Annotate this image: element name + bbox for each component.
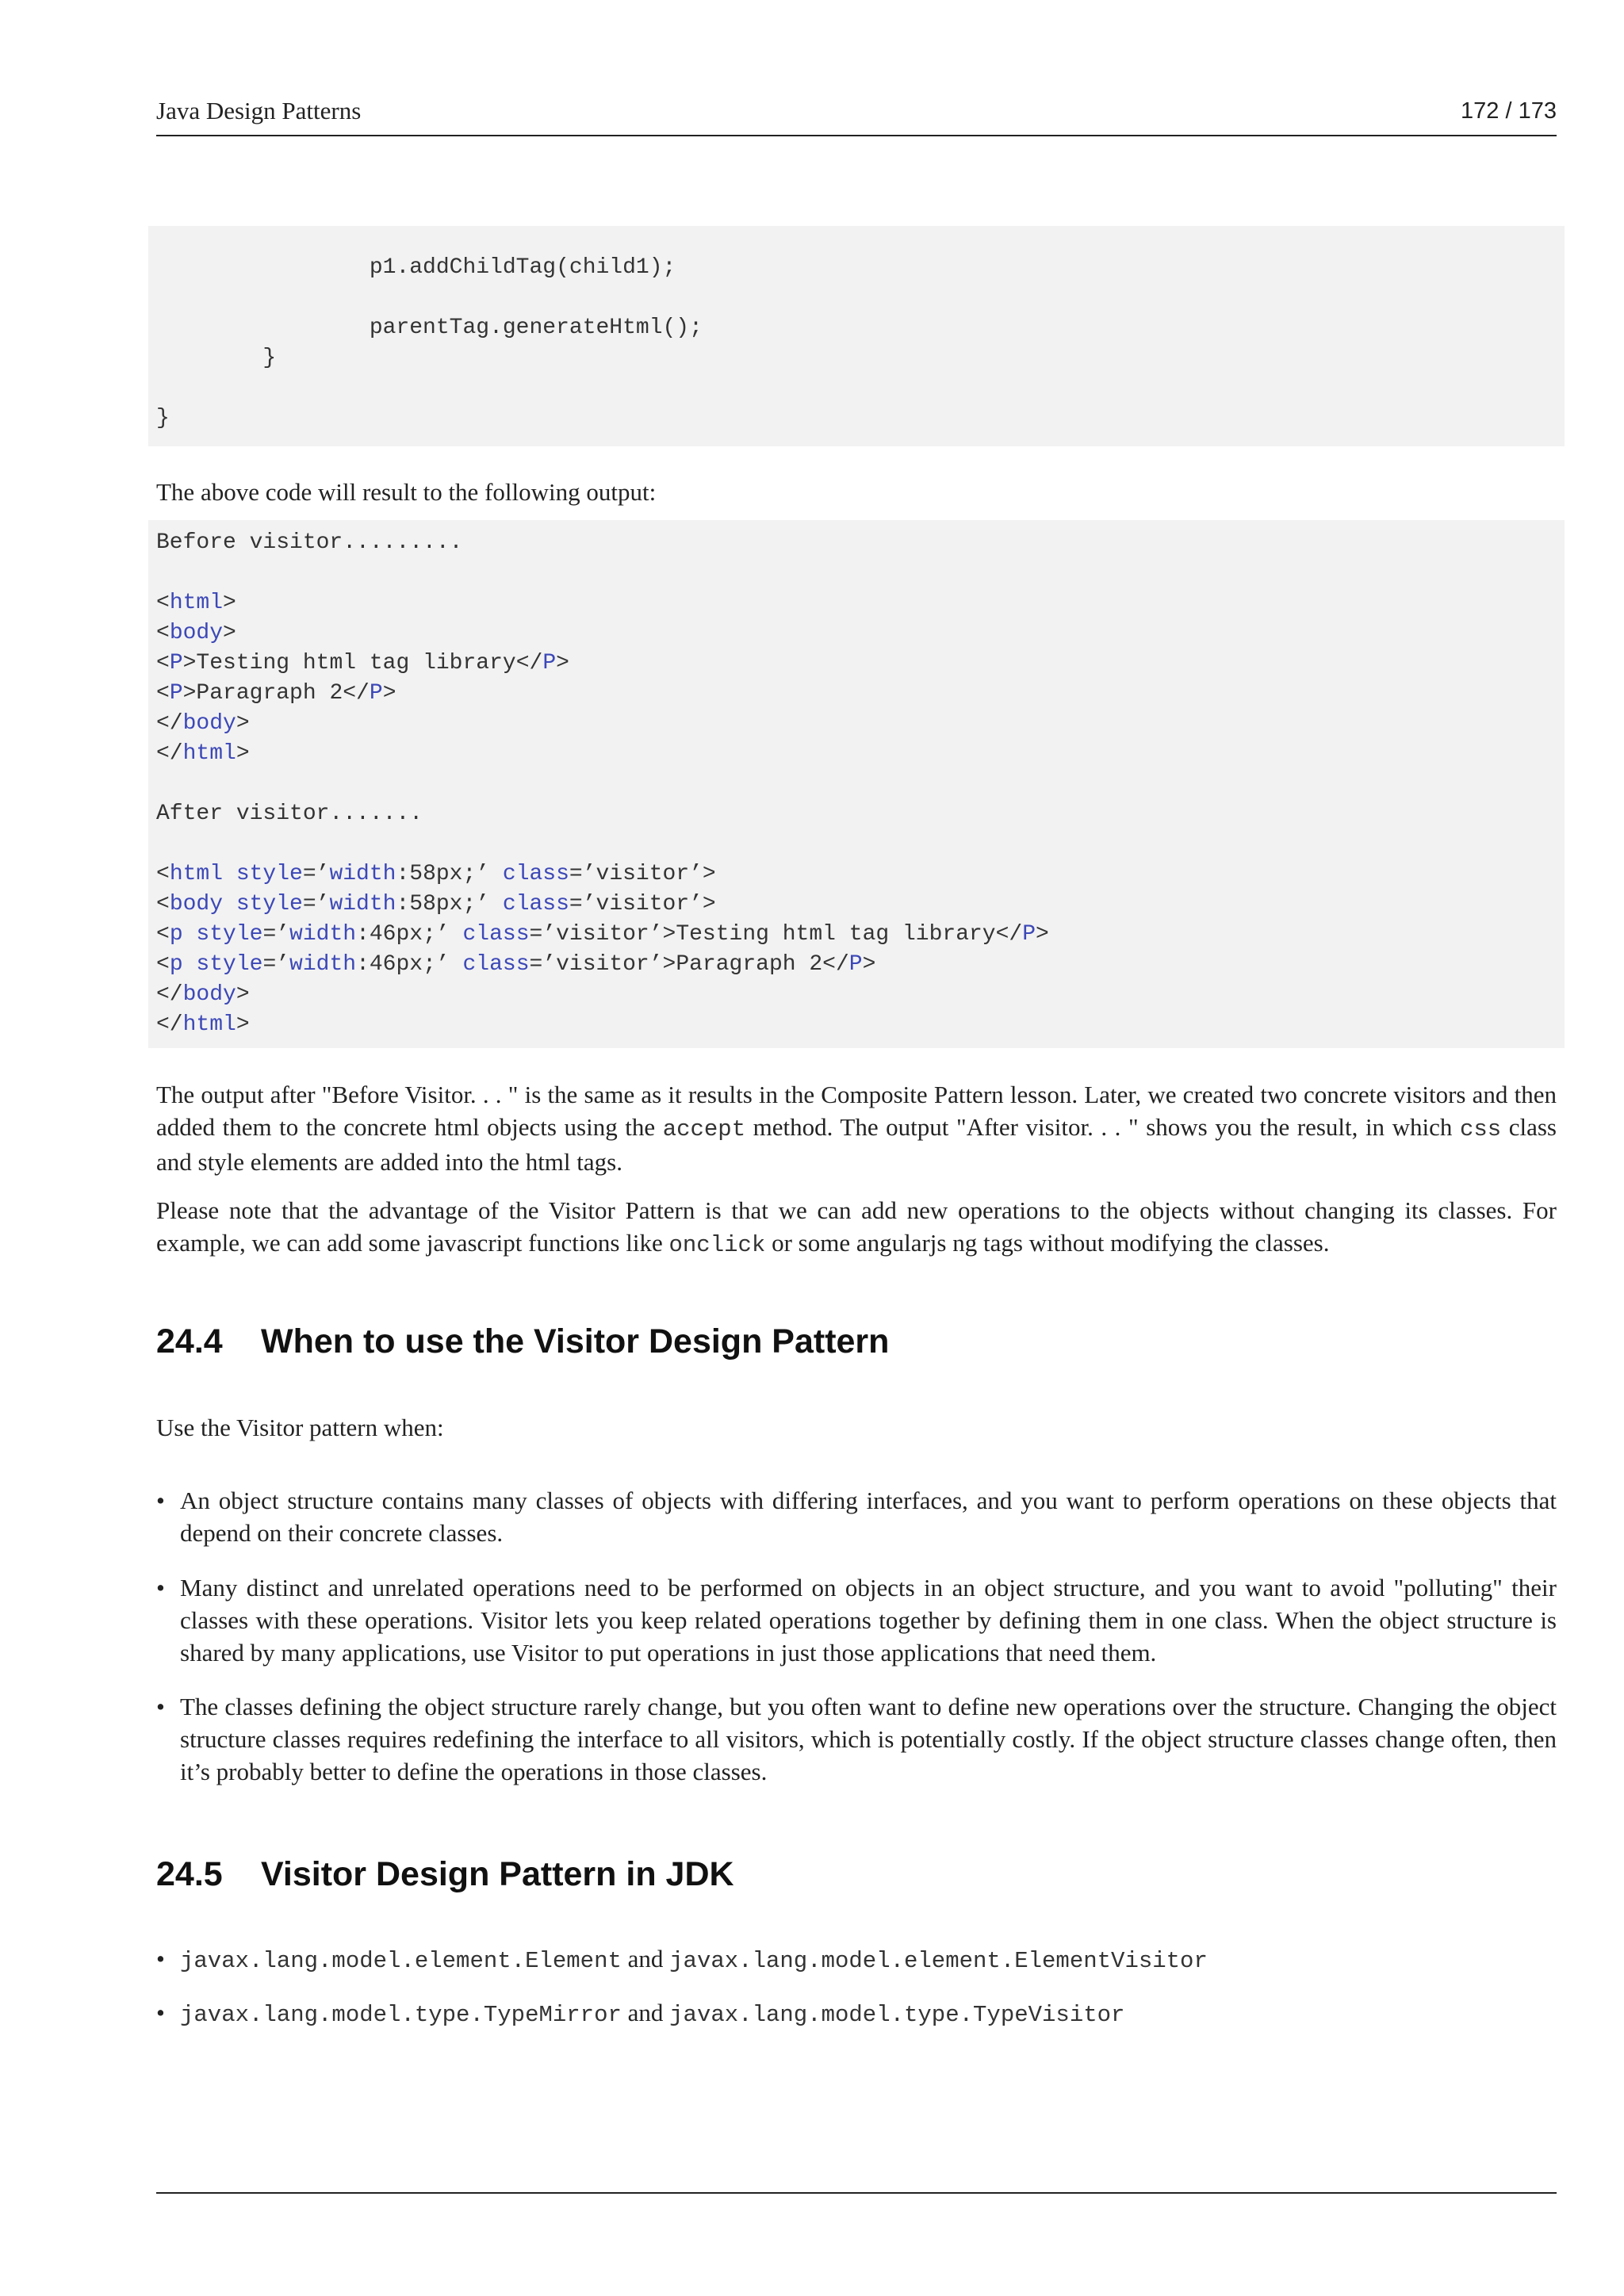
code-attr: width xyxy=(329,862,396,886)
code-tag: p style xyxy=(169,952,263,977)
list-item-text: Many distinct and unrelated operations need to be performed on objects in an object structure, and you want to avoid "polluting" their classes with these operations. Visitor lets you keep related operations together by defining them in one class. When the object structure is shared by many applications, use Visitor to put operations in just those applications that need them. xyxy=(180,1574,1557,1667)
code-tag: P xyxy=(169,681,183,706)
code-text: =’ xyxy=(262,922,290,947)
code-line xyxy=(156,283,1565,313)
code-text: > xyxy=(236,982,250,1007)
code-text: :58px;’ xyxy=(396,892,503,916)
code-text: > xyxy=(223,621,236,645)
code-tag: P xyxy=(848,952,863,977)
code-text: =’ xyxy=(302,862,330,886)
section-heading-24-4 xyxy=(156,1322,889,1361)
list-item-text: The classes defining the object structure rarely change, but you often want to define new operations over the structure. Changing the object structure classes requires redefining the interface to all visitors, which is potentially costly. If the object structure classes change often, then it’s probably better to define the operations in those classes. xyxy=(180,1693,1557,1785)
code-text: =’visitor’> xyxy=(569,892,716,916)
code-line: parentTag.generateHtml(); xyxy=(156,316,703,340)
code-text: < xyxy=(156,591,170,615)
code-tag: html style xyxy=(169,862,303,886)
code-text: > xyxy=(1036,922,1049,947)
footer-rule xyxy=(156,2192,1557,2194)
code-text: =’visitor’> xyxy=(569,862,716,886)
bullet-icon: • xyxy=(156,1945,165,1973)
code-text: =’ xyxy=(302,892,330,916)
before-label: Before visitor......... xyxy=(156,530,463,555)
output-line xyxy=(156,739,1565,769)
code-text: >Paragraph 2</ xyxy=(182,681,370,706)
code-text: < xyxy=(156,681,170,706)
code-text: < xyxy=(156,922,170,947)
code-line: p1.addChildTag(child1); xyxy=(156,255,676,280)
code-text: </ xyxy=(156,982,183,1007)
code-tag: P xyxy=(542,651,557,675)
after-close-lines xyxy=(156,980,1565,1040)
code-text: > xyxy=(862,952,876,977)
code-text: >Testing html tag library</ xyxy=(182,651,543,675)
bullet-icon: • xyxy=(156,1487,165,1514)
section-title: Visitor Design Pattern in JDK xyxy=(261,1855,734,1893)
code-tag: body xyxy=(182,711,236,736)
bullet-icon: • xyxy=(156,1574,165,1601)
list-item xyxy=(156,1996,1557,2031)
code-text: < xyxy=(156,952,170,977)
code-tag: body xyxy=(182,982,236,1007)
section-heading-24-5 xyxy=(156,1855,734,1894)
bullet-icon: • xyxy=(156,1693,165,1720)
code-attr: class xyxy=(462,952,530,977)
output-line xyxy=(156,859,1565,890)
output-line xyxy=(156,588,1565,618)
text: Please note that the advantage of the Visitor Pattern is that we can add new operations to the objects without changing its classes. For example, we can add some javascript functions like xyxy=(156,1196,1557,1257)
intro-text: The above code will result to the following output: xyxy=(156,478,657,506)
code-line xyxy=(156,373,1565,404)
code-text: </ xyxy=(156,711,183,736)
section-title: When to use the Visitor Design Pattern xyxy=(261,1322,890,1360)
code-text: :46px;’ xyxy=(356,952,463,977)
output-line xyxy=(156,709,1565,739)
code-text: </ xyxy=(156,741,183,766)
class-name: javax.lang.model.type.TypeVisitor xyxy=(669,2002,1125,2028)
output-block xyxy=(148,520,1565,1048)
section-intro: Use the Visitor pattern when: xyxy=(156,1414,444,1441)
text: and xyxy=(627,1999,664,2026)
code-attr: class xyxy=(462,922,530,947)
code-text: < xyxy=(156,862,170,886)
code-attr: width xyxy=(329,892,396,916)
text: The output after "Before Visitor. . . " is the same as it results in the Composite Pattern lesson. Later, we created two concrete visitors and then added them to the concrete html objects using the xyxy=(156,1081,1557,1141)
before-lines xyxy=(156,588,1565,769)
class-name: javax.lang.model.element.ElementVisitor xyxy=(669,1948,1208,1974)
code-tag: body style xyxy=(169,892,303,916)
inline-code-onclick: onclick xyxy=(668,1232,766,1258)
code-text: > xyxy=(236,741,250,766)
output-line xyxy=(156,618,1565,649)
code-text: > xyxy=(382,681,396,706)
code-attr: width xyxy=(289,922,357,947)
code-text: < xyxy=(156,621,170,645)
section-number: 24.5 xyxy=(156,1855,223,1893)
inline-code-css: css xyxy=(1459,1116,1502,1142)
section-number: 24.4 xyxy=(156,1322,223,1360)
code-tag: p style xyxy=(169,922,263,947)
code-text: :46px;’ xyxy=(356,922,463,947)
code-attr: class xyxy=(502,862,569,886)
output-line xyxy=(156,649,1565,679)
list-item xyxy=(156,1690,1557,1788)
code-tag: html xyxy=(169,591,224,615)
code-text: > xyxy=(223,591,236,615)
code-tag: P xyxy=(369,681,383,706)
text: method. The output "After visitor. . . " shows you the result, in which xyxy=(745,1113,1460,1141)
code-tag: P xyxy=(169,651,183,675)
output-line xyxy=(156,890,1565,920)
inline-code-accept: accept xyxy=(662,1116,746,1142)
code-tag: html xyxy=(182,1012,236,1037)
code-line: } xyxy=(156,406,170,430)
page-header xyxy=(156,97,1557,136)
list-item xyxy=(156,1942,1557,1977)
code-text: =’ xyxy=(262,952,290,977)
code-text: > xyxy=(236,711,250,736)
output-line xyxy=(156,980,1565,1010)
code-text: :58px;’ xyxy=(396,862,503,886)
output-line xyxy=(156,679,1565,709)
class-name: javax.lang.model.element.Element xyxy=(180,1948,622,1974)
code-tag: P xyxy=(1022,922,1036,947)
paragraph-advantage xyxy=(156,1194,1557,1261)
list-item xyxy=(156,1484,1557,1549)
code-text: > xyxy=(556,651,569,675)
code-block-top xyxy=(148,226,1565,446)
code-attr: class xyxy=(502,892,569,916)
paragraph-output-explanation xyxy=(156,1078,1557,1178)
code-line: } xyxy=(156,346,277,370)
code-text: =’visitor’>Testing html tag library</ xyxy=(529,922,1023,947)
output-line xyxy=(156,950,1565,980)
code-tag: html xyxy=(182,741,236,766)
bullet-icon: • xyxy=(156,1999,165,2026)
class-name: javax.lang.model.type.TypeMirror xyxy=(180,2002,622,2028)
after-label: After visitor....... xyxy=(156,802,423,826)
text: class and style elements are added into the html tags. xyxy=(156,1113,1557,1176)
code-text: > xyxy=(236,1012,250,1037)
list-item xyxy=(156,1571,1557,1669)
book-title: Java Design Patterns xyxy=(156,97,362,124)
text: and xyxy=(627,1945,664,1973)
code-text: =’visitor’>Paragraph 2</ xyxy=(529,952,849,977)
list-item-text: An object structure contains many classes of objects with differing interfaces, and you want to perform operations on these objects that depend on their concrete classes. xyxy=(180,1487,1557,1547)
text: or some angularjs ng tags without modifying the classes. xyxy=(765,1229,1330,1257)
output-line xyxy=(156,920,1565,950)
output-line xyxy=(156,1010,1565,1040)
code-text: < xyxy=(156,651,170,675)
code-tag: body xyxy=(169,621,224,645)
code-text: < xyxy=(156,892,170,916)
page-number: 172 / 173 xyxy=(1461,98,1557,124)
code-text: </ xyxy=(156,1012,183,1037)
after-lines xyxy=(156,859,1565,980)
code-attr: width xyxy=(289,952,357,977)
